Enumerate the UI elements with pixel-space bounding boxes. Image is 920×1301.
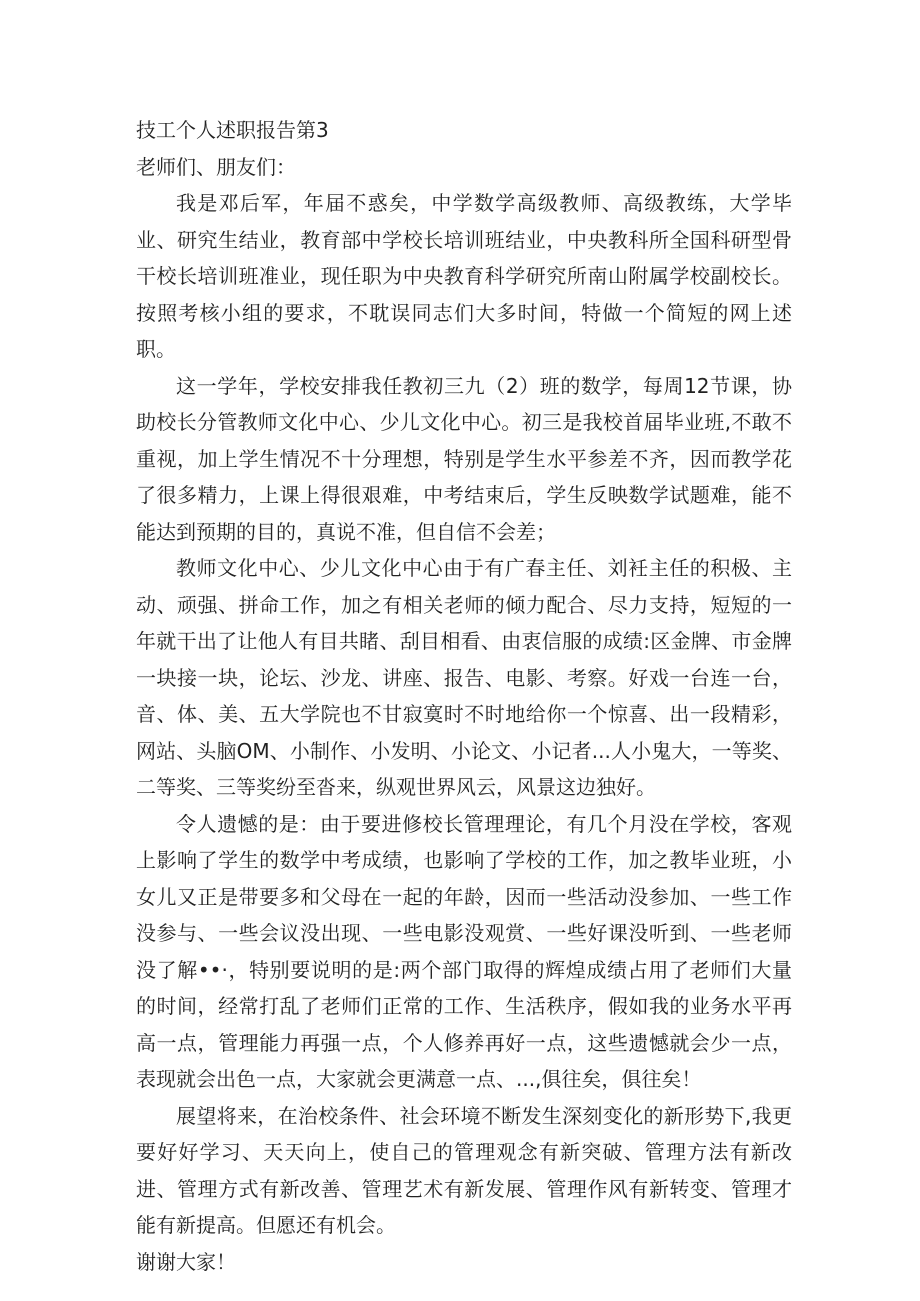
- salutation: 老师们、朋友们：: [136, 154, 296, 179]
- paragraph-introduction: 我是邓后军，年届不惑矣，中学数学高级教师、高级教练，大学毕业、研究生结业，教育部中学校长培训班结业，中央教科所全国科研型骨干校长培训班准业，现任职为中央教育科学研究所南山附属学校副校长。按照考核小组的要求，不耽误同志们大多时间，特做一个简短的网上述职。: [136, 191, 792, 361]
- paragraph-outlook: 展望将来，在治校条件、社会环境不断发生深刻变化的新形势下,我更要好好学习、天天向上，使自己的管理观念有新突破、管理方法有新改进、管理方式有新改善、管理艺术有新发展、管理作风有新转变、管理才能有新提高。但愿还有机会。: [136, 1103, 792, 1237]
- paragraph-teaching: 这一学年，学校安排我任教初三九（2）班的数学，每周12节课，协助校长分管教师文化中心、少儿文化中心。初三是我校首届毕业班,不敢不重视，加上学生情况不十分理想，特别是学生水平参差不齐，因而教学花了很多精力，上课上得很艰难，中考结束后，学生反映数学试题难，能不能达到预期的目的，真说不准，但自信不会差；: [136, 373, 792, 544]
- document-title: 技工个人述职报告第3: [136, 118, 329, 142]
- closing-remark: 谢谢大家！: [136, 1249, 236, 1274]
- paragraph-achievements: 教师文化中心、少儿文化中心由于有广春主任、刘衽主任的积极、主动、顽强、拼命工作，加之有相关老师的倾力配合、尽力支持，短短的一年就干出了让他人有目共睹、刮目相看、由衷信服的成绩:区金牌、市金牌一块接一块，论坛、沙龙、讲座、报告、电影、考察。好戏一台连一台，音、体、美、五大学院也不甘寂寞时不时地给你一个惊喜、出一段精彩，网站、头脑OM、小制作、小发明、小论文、小记者...人小鬼大，一等奖、二等奖、三等奖纷至沓来，纵观世界风云，风景这边独好。: [136, 556, 792, 799]
- document-body: [136, 112, 792, 1280]
- paragraph-regrets: 令人遗憾的是：由于要进修校长管理理论，有几个月没在学校，客观上影响了学生的数学中考成绩，也影响了学校的工作，加之教毕业班，小女儿又正是带要多和父母在一起的年龄，因而一些活动没参加、一些工作没参与、一些会议没出现、一些电影没观赏、一些好课没听到、一些老师没了解••·，特别要说明的是:两个部门取得的辉煌成绩占用了老师们大量的时间，经常打乱了老师们正常的工作、生活秩序，假如我的业务水平再高一点，管理能力再强一点，个人修养再好一点，这些遗憾就会少一点，表现就会出色一点，大家就会更满意一点、...,俱往矣，俱往矣！: [136, 811, 792, 1091]
